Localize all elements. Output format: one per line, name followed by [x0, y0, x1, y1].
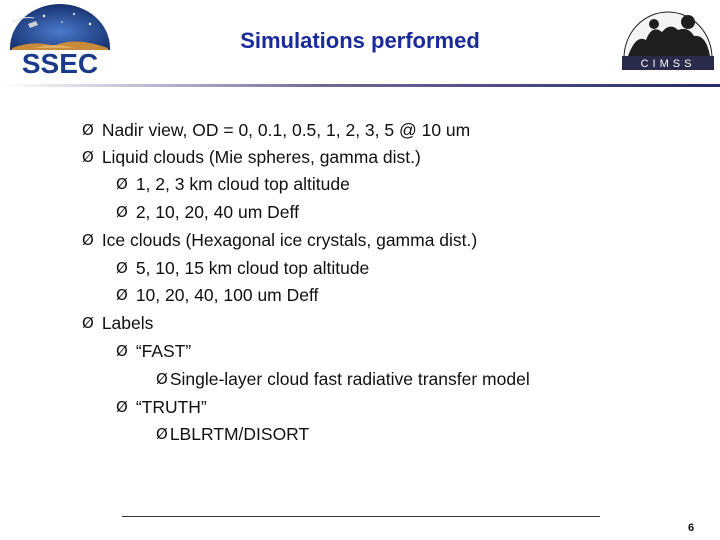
bullet-text: Liquid clouds (Mie spheres, gamma dist.) [101, 147, 421, 167]
bullet-item [116, 285, 318, 306]
bullet-arrow-icon: Ø [156, 370, 168, 388]
bullet-arrow-icon: Ø [82, 121, 94, 139]
bullet-text: Single-layer cloud fast radiative transfer model [169, 369, 530, 389]
bullet-item [156, 424, 309, 445]
bullet-arrow-icon: Ø [116, 203, 128, 221]
bullet-item [82, 147, 421, 168]
header-divider [0, 84, 720, 87]
bullet-text: 10, 20, 40, 100 um Deff [135, 285, 319, 305]
bullet-item [116, 202, 299, 223]
bullet-text: Nadir view, OD = 0, 0.1, 0.5, 1, 2, 3, 5 @ 10 um [101, 120, 471, 140]
bullet-arrow-icon: Ø [116, 398, 128, 416]
bullet-arrow-icon: Ø [82, 148, 94, 166]
bullet-arrow-icon: Ø [116, 286, 128, 304]
bullet-arrow-icon: Ø [82, 231, 94, 249]
page-number: 6 [688, 522, 695, 534]
ssec-logo-icon [4, 2, 116, 78]
bullet-item [82, 120, 470, 141]
bullet-text: Ice clouds (Hexagonal ice crystals, gamma dist.) [101, 230, 478, 250]
bullet-text: 2, 10, 20, 40 um Deff [135, 202, 299, 222]
bullet-text: 5, 10, 15 km cloud top altitude [135, 258, 370, 278]
bullet-item [116, 341, 191, 362]
slide-title: Simulations performed [240, 28, 480, 53]
cimss-logo-icon [618, 4, 716, 74]
slide-header [0, 0, 720, 88]
bullet-item [82, 230, 477, 251]
bullet-arrow-icon: Ø [82, 314, 94, 332]
bullet-arrow-icon: Ø [156, 425, 168, 443]
bullet-text: “TRUTH” [135, 397, 207, 417]
ssec-logo-text: SSEC [21, 48, 99, 78]
bullet-text: LBLRTM/DISORT [169, 424, 310, 444]
footer-divider [122, 516, 600, 517]
bullet-item [116, 397, 207, 418]
bullet-arrow-icon: Ø [116, 175, 128, 193]
bullet-arrow-icon: Ø [116, 342, 128, 360]
bullet-arrow-icon: Ø [116, 259, 128, 277]
cimss-logo-text: CIMSS [640, 58, 696, 70]
bullet-item [156, 369, 530, 390]
bullet-item [82, 313, 153, 334]
bullet-item [116, 258, 369, 279]
bullet-text: Labels [101, 313, 154, 333]
bullet-text: “FAST” [135, 341, 192, 361]
bullet-text: 1, 2, 3 km cloud top altitude [135, 174, 350, 194]
bullet-item [116, 174, 350, 195]
